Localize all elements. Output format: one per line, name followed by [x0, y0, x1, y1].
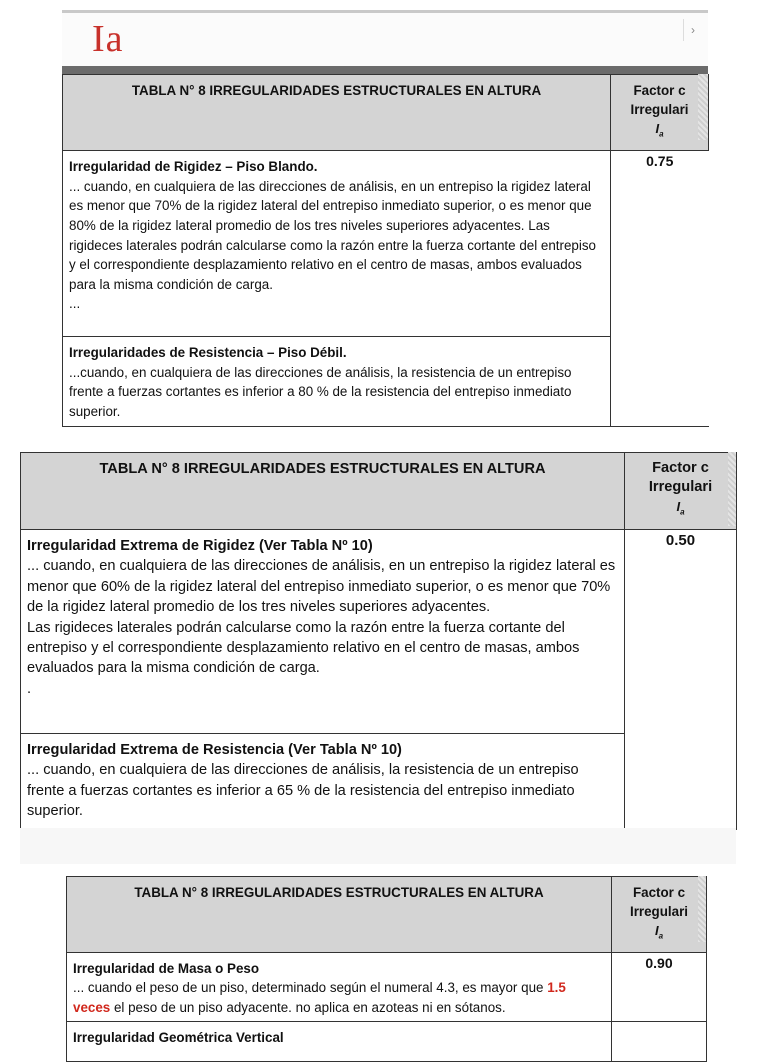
factor-column-header	[625, 453, 737, 530]
factor-label: Factor c	[632, 885, 686, 900]
row-heading: Irregularidad Extrema de Rigidez (Ver Tabla Nº 10)	[27, 538, 373, 554]
row-text: el peso de un piso adyacente. no aplica en azoteas ni en sótanos.	[110, 999, 506, 1015]
row-text: Las rigideces laterales podrán calcularse como la razón entre la fuerza cortante del entrepiso y el correspondiente desplazamiento relativo en el centro de masas, ambos evaluados para la misma condición de carga.	[27, 619, 580, 677]
row-heading: Irregularidad Geométrica Vertical	[73, 1030, 284, 1046]
factor-column-header	[612, 877, 707, 953]
irregularity-label: Irregulari	[648, 479, 713, 495]
factor-label: Factor c	[633, 83, 686, 98]
table-title: TABLA N° 8 IRREGULARIDADES ESTRUCTURALES EN ALTURA	[63, 75, 611, 151]
table-title: TABLA N° 8 IRREGULARIDADES ESTRUCTURALES EN ALTURA	[67, 877, 612, 953]
row-description	[67, 1022, 612, 1062]
crop-edge	[728, 452, 736, 526]
row-trailer: .	[27, 680, 32, 697]
irregularities-table-2	[20, 452, 737, 830]
crop-edge	[698, 876, 706, 942]
row-description	[21, 530, 625, 734]
irregularities-table-1	[62, 74, 709, 427]
chevron-right-icon[interactable]: ›	[683, 19, 702, 41]
factor-value: 0.75	[611, 151, 709, 426]
ia-symbol: $I_a$	[676, 499, 685, 517]
factor-value: 0.90	[612, 953, 707, 1022]
highlighted-value: 1.5 veces	[73, 980, 566, 1015]
row-trailer: ...	[69, 296, 81, 312]
factor-value: 0.50	[625, 530, 737, 830]
irregularity-label: Irregulari	[629, 904, 689, 919]
row-text: ... cuando, en cualquiera de las direcciones de análisis, en un entrepiso la rigidez lateral es menor que 70% de la rigidez lateral del entrepiso inmediato superior, o es menor que 80% de la rigidez lateral promedio de los tres niveles superiores adyacentes. Las rigideces laterales podrán calcularse como la razón entre la fuerza cortante del entrepiso y el correspondiente desplazamiento relativo en el centro de masas, ambos evaluados para la misma condición de carga.	[69, 178, 596, 292]
irregularity-label: Irregulari	[630, 102, 689, 117]
ia-symbol: $I_a$	[654, 923, 664, 941]
factor-column-header	[611, 75, 709, 151]
ia-symbol: $I_a$	[655, 121, 664, 139]
header-divider	[62, 66, 708, 74]
factor-label: Factor c	[652, 460, 709, 476]
row-description	[63, 151, 611, 337]
row-description	[21, 734, 625, 830]
row-heading: Irregularidad de Rigidez – Piso Blando.	[69, 159, 318, 175]
row-text: ... cuando, en cualquiera de las direcciones de análisis, en un entrepiso la rigidez lateral es menor que 60% de la rigidez lateral del entrepiso inmediato superior, o es menor que 70% de la rigidez lateral promedio de los tres niveles superiores adyacentes.	[27, 558, 616, 616]
table-title: TABLA N° 8 IRREGULARIDADES ESTRUCTURALES EN ALTURA	[21, 453, 625, 530]
crop-edge	[698, 74, 708, 140]
row-description	[63, 337, 611, 426]
row-heading: Irregularidad de Masa o Peso	[73, 961, 260, 976]
irregularities-table-3	[66, 876, 707, 1062]
row-text: ... cuando, en cualquiera de las direcciones de análisis, la resistencia de un entrepiso frente a fuerzas cortantes es inferior a 65 % de la resistencia del entrepiso inmediato superior.	[27, 762, 579, 820]
page-gap	[20, 828, 736, 864]
row-text: ...cuando, en cualquiera de las direcciones de análisis, la resistencia de un entrepiso frente a fuerzas cortantes es inferior a 80 % de la resistencia del entrepiso inmediato superior.	[69, 364, 572, 419]
row-heading: Irregularidades de Resistencia – Piso Débil.	[69, 345, 347, 361]
row-text: ... cuando el peso de un piso, determinado según el numeral 4.3, es mayor que	[73, 980, 548, 996]
slide-header	[62, 10, 708, 69]
row-heading: Irregularidad Extrema de Resistencia (Ver Tabla Nº 10)	[27, 742, 402, 758]
factor-value-empty	[612, 1022, 707, 1062]
row-description	[67, 953, 612, 1022]
slide-title: Ia	[92, 18, 124, 60]
